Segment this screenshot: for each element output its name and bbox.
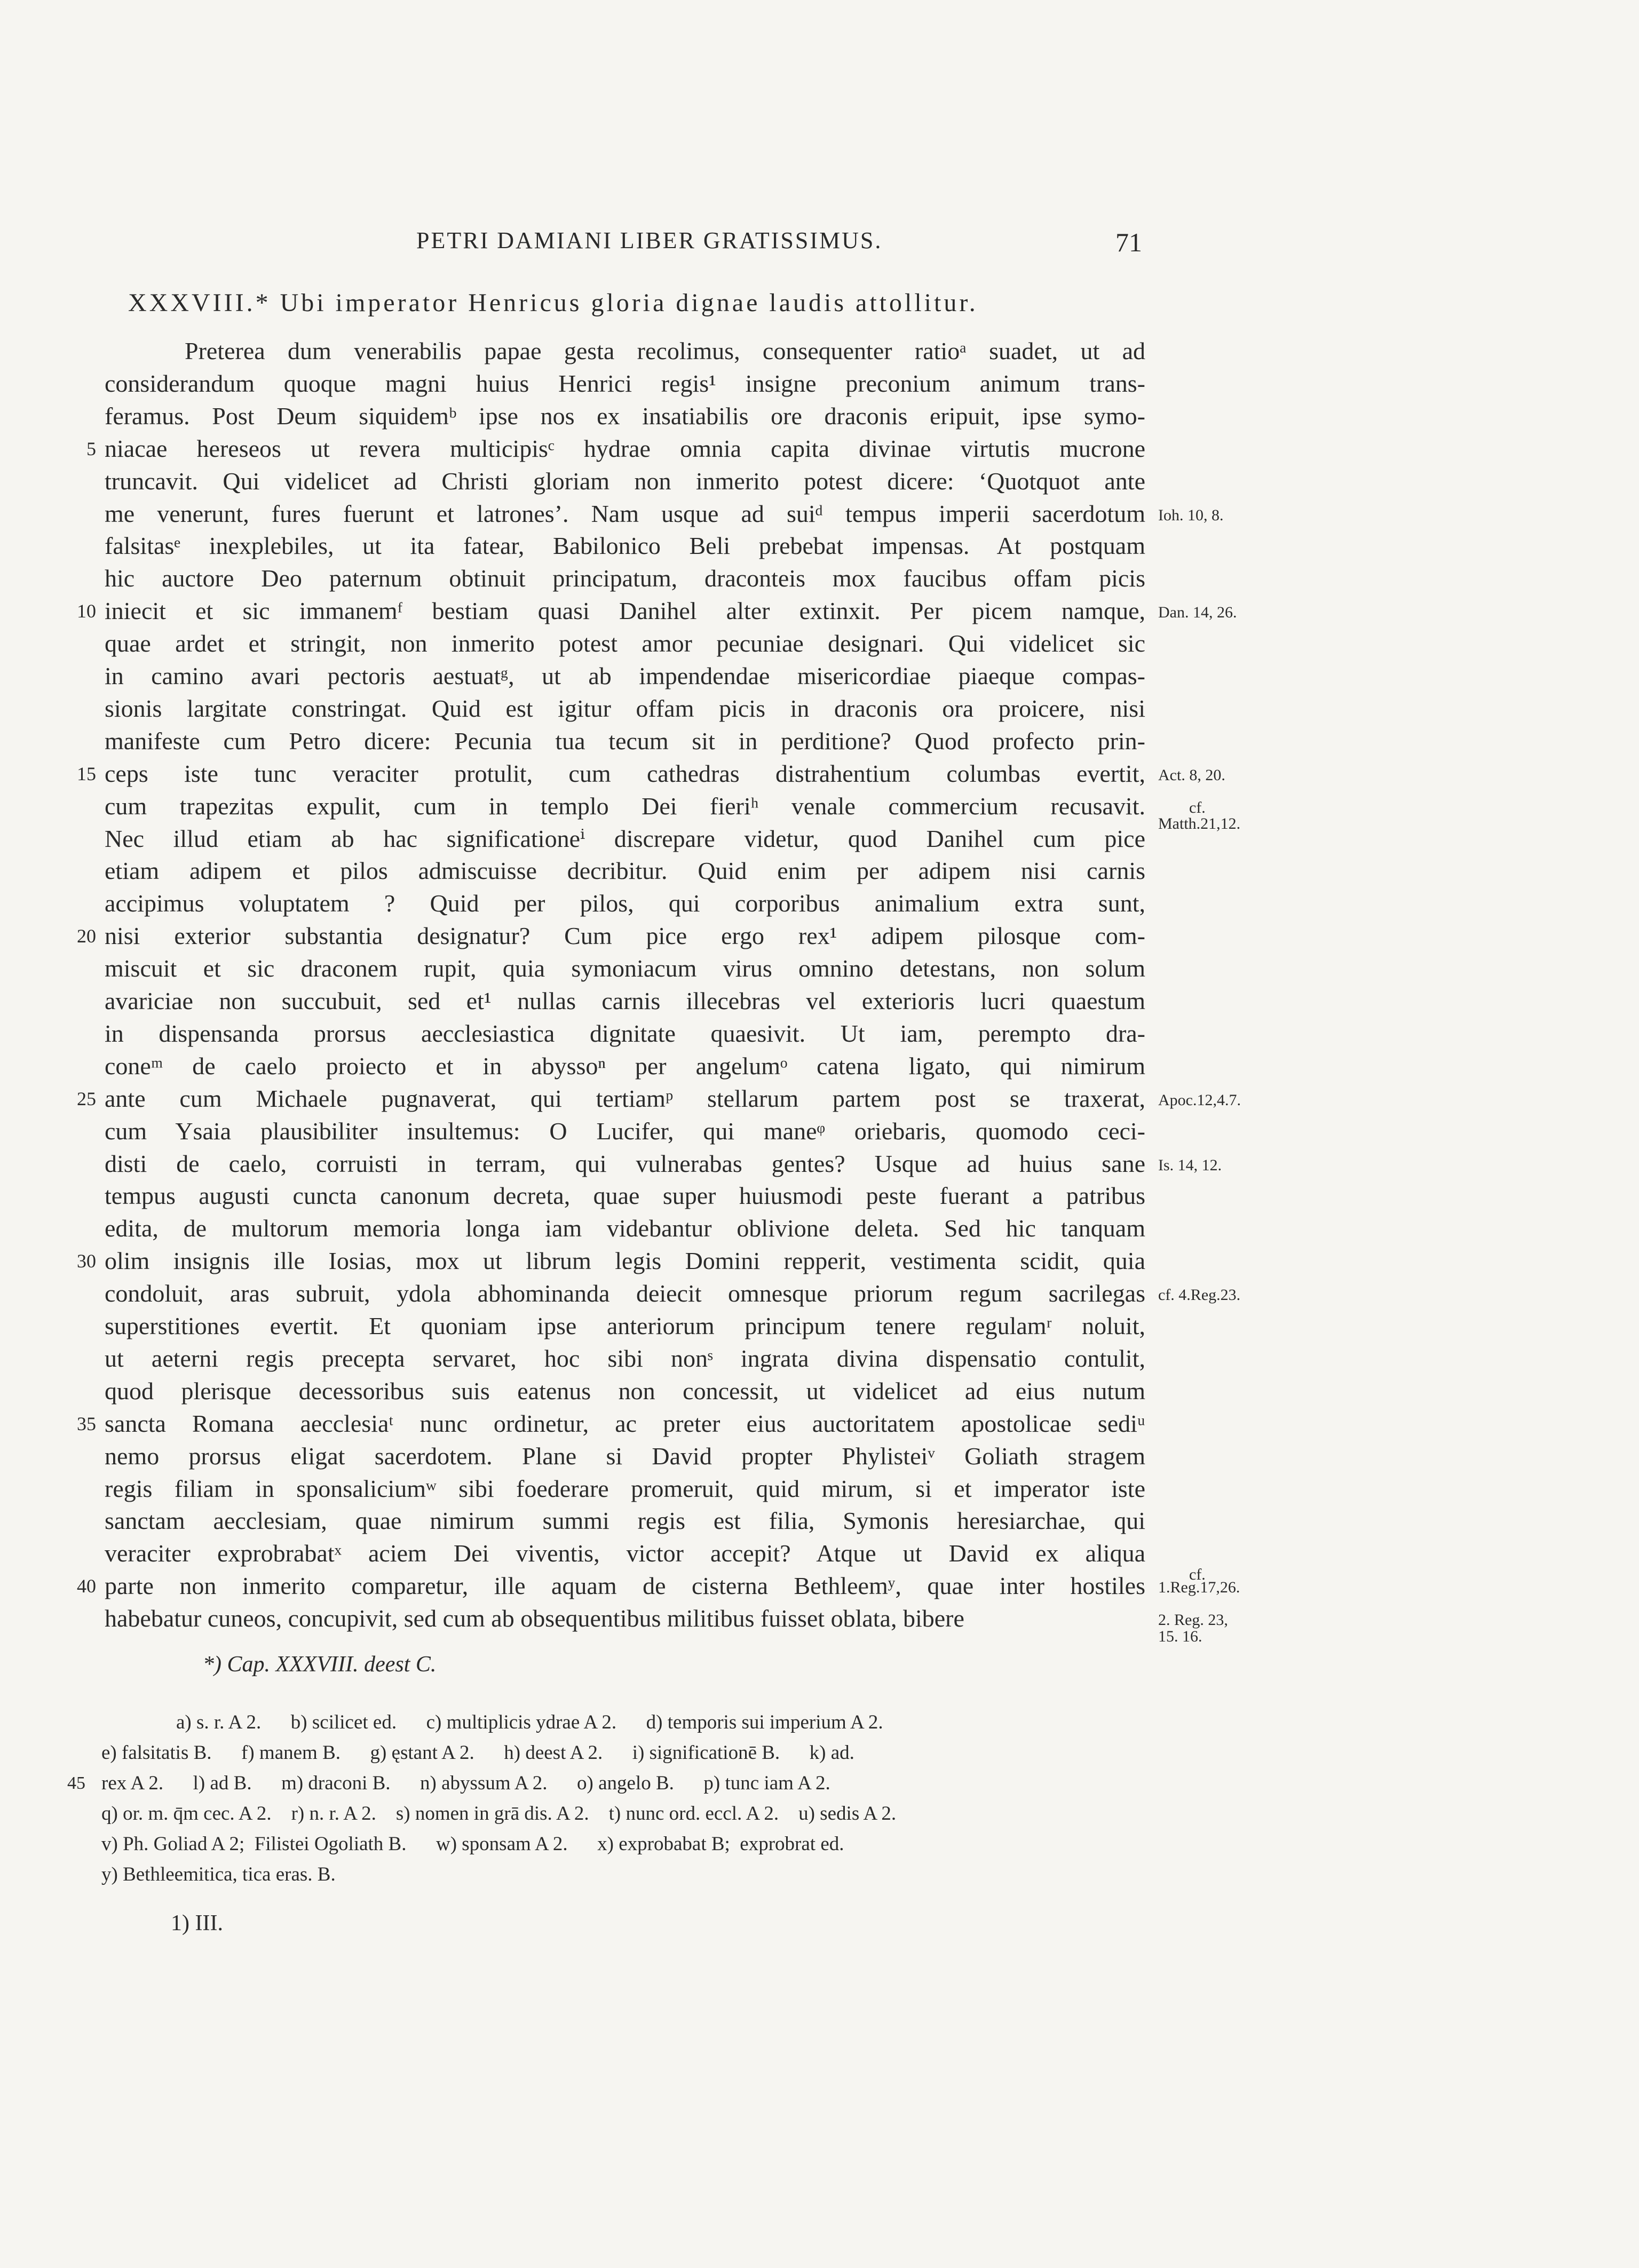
- footer-note: 1) III.: [171, 1911, 223, 1936]
- line-text: quod plerisque decessoribus suis eatenus non concessit, ut videlicet ad eius nutum: [105, 1377, 1145, 1405]
- margin-reference: 15. 16.: [1158, 1627, 1202, 1645]
- text-line: [105, 1537, 1145, 1569]
- chapter-note: *) Cap. XXXVIII. deest C.: [203, 1652, 437, 1677]
- line-text: sionis largitate constringat. Quid est igitur offam picis in draconis ora proicere, nisi: [105, 694, 1145, 722]
- text-line: [105, 1473, 1145, 1505]
- line-text: hic auctore Deo paternum obtinuit principatum, draconteis mox faucibus offam picis: [105, 565, 1145, 592]
- line-text: truncavit. Qui videlicet ad Christi gloriam non inmerito potest dicere: ‘Quotquot ante: [105, 467, 1145, 495]
- line-text: ut aeterni regis precepta servaret, hoc sibi nonˢ ingrata divina dispensatio contulit,: [105, 1344, 1145, 1372]
- line-text: edita, de multorum memoria longa iam videbantur oblivione deleta. Sed hic tanquam: [105, 1215, 1145, 1242]
- margin-reference: Is. 14, 12.: [1158, 1156, 1222, 1174]
- line-text: miscuit et sic draconem rupit, quia symoniacum virus omnino detestans, non solum: [105, 955, 1145, 982]
- text-line: [105, 1603, 1145, 1635]
- margin-reference: 2. Reg. 23,: [1158, 1611, 1228, 1629]
- line-text: Preterea dum venerabilis papae gesta recolimus, consequenter ratioᵃ suadet, ut ad: [185, 337, 1145, 364]
- line-text: superstitiones evertit. Et quoniam ipse anteriorum principum tenere regulamʳ noluit,: [105, 1312, 1145, 1339]
- text-line: [105, 790, 1145, 822]
- line-text: niacae hereseos ut revera multicipisᶜ hydrae omnia capita divinae virtutis mucrone: [105, 434, 1145, 462]
- line-text: parte non inmerito comparetur, ille aquam de cisterna Bethleemʸ, quae inter hostiles: [105, 1572, 1145, 1600]
- text-line: [105, 1310, 1145, 1342]
- line-number: 40: [77, 1575, 96, 1597]
- line-text: nisi exterior substantia designatur? Cum pice ergo rex¹ adipem pilosque com-: [105, 922, 1145, 950]
- line-number: 45: [67, 1773, 85, 1793]
- line-text: Nec illud etiam ab hac significationeⁱ discrepare videtur, quod Danihel cum pice: [105, 824, 1145, 852]
- text-line: [105, 855, 1145, 887]
- line-text: in camino avari pectoris aestuatᵍ, ut ab impendendae misericordiae piaeque compas-: [105, 662, 1145, 689]
- margin-reference: cf. 4.Reg.23.: [1158, 1286, 1241, 1304]
- line-number: 5: [86, 438, 96, 459]
- line-text: regis filiam in sponsaliciumʷ sibi foederare promeruit, quid mirum, si et imperator iste: [105, 1474, 1145, 1502]
- line-number: 25: [77, 1088, 96, 1109]
- text-line: [77, 920, 1145, 952]
- line-text: feramus. Post Deum siquidemᵇ ipse nos ex insatiabilis ore draconis eripuit, ipse symo-: [105, 402, 1145, 430]
- text-line: [105, 1343, 1145, 1375]
- line-text: habebatur cuneos, concupivit, sed cum ab obsequentibus militibus fuisset oblata, bibere: [105, 1605, 964, 1632]
- line-text: considerandum quoque magni huius Henrici regis¹ insigne preconium animum trans-: [105, 369, 1145, 397]
- text-line: [77, 1083, 1145, 1115]
- text-line: [77, 758, 1145, 790]
- text-line: [77, 1408, 1145, 1440]
- text-line: [105, 823, 1145, 855]
- margin-reference: Apoc.12,4.7.: [1158, 1091, 1241, 1109]
- text-line: [105, 985, 1145, 1017]
- line-number: 35: [77, 1413, 96, 1434]
- margin-reference: 1.Reg.17,26.: [1158, 1579, 1240, 1597]
- running-title: PETRI DAMIANI LIBER GRATISSIMUS.: [416, 227, 883, 253]
- line-text: sanctam aecclesiam, quae nimirum summi regis est filia, Symonis heresiarchae, qui: [105, 1507, 1145, 1535]
- line-text: etiam adipem et pilos admiscuisse decribitur. Quid enim per adipem nisi carnis: [105, 857, 1145, 885]
- line-number: 30: [77, 1250, 96, 1272]
- footnote-line: v) Ph. Goliad A 2; Filistei Ogoliath B. w) sponsam A 2. x) exprobabat B; exprobrat ed.: [101, 1833, 844, 1855]
- line-text: manifeste cum Petro dicere: Pecunia tua tecum sit in perditione? Quod profecto prin-: [105, 727, 1145, 755]
- footnote-line: e) falsitatis B. f) manem B. g) ęstant A 2. h) deest A 2. i) significationē B. k) ad.: [101, 1742, 854, 1764]
- text-line: [105, 530, 1145, 562]
- line-text: falsitasᵉ inexplebiles, ut ita fatear, Babilonico Beli prebebat impensas. At postquam: [105, 532, 1145, 560]
- line-text: condoluit, aras subruit, ydola abhominanda deiecit omnesque priorum regum sacrilegas: [105, 1280, 1145, 1307]
- text-line: [105, 1180, 1145, 1212]
- text-line: [105, 1212, 1145, 1244]
- footnote-line: a) s. r. A 2. b) scilicet ed. c) multiplicis ydrae A 2. d) temporis sui imperium A 2.: [176, 1711, 883, 1733]
- text-line: [77, 595, 1145, 627]
- footnote-line: rex A 2. l) ad B. m) draconi B. n) abyssum A 2. o) angelo B. p) tunc iam A 2.: [101, 1772, 830, 1794]
- text-line: [105, 465, 1145, 497]
- text-line: [77, 1570, 1145, 1602]
- text-line: [105, 335, 1145, 367]
- margin-reference: Matth.21,12.: [1158, 815, 1241, 833]
- line-text: cum trapezitas expulit, cum in templo Dei fieriʰ venale commercium recusavit.: [105, 792, 1145, 820]
- text-line: [105, 400, 1145, 432]
- line-text: disti de caelo, corruisti in terram, qui vulnerabas gentes? Usque ad huius sane: [105, 1149, 1145, 1177]
- margin-reference: Dan. 14, 26.: [1158, 604, 1237, 622]
- line-text: ante cum Michaele pugnaverat, qui tertiamᵖ stellarum partem post se traxerat,: [105, 1084, 1145, 1112]
- line-text: veraciter exprobrabatˣ aciem Dei viventis, victor accepit? Atque ut David ex aliqua: [105, 1540, 1145, 1567]
- text-line: [105, 1375, 1145, 1407]
- margin-reference: cf.: [1189, 798, 1206, 816]
- text-line: [105, 368, 1145, 400]
- footnote-line: q) or. m. q̄m cec. A 2. r) n. r. A 2. s) nomen in grā dis. A 2. t) nunc ord. eccl. A 2. u) sedis A 2.: [101, 1803, 897, 1825]
- line-text: me venerunt, fures fuerunt et latrones’. Nam usque ad suiᵈ tempus imperii sacerdotum: [105, 499, 1145, 527]
- text-line: [105, 1115, 1145, 1147]
- line-text: ceps iste tunc veraciter protulit, cum cathedras distrahentium columbas evertit,: [105, 759, 1145, 787]
- text-line: [105, 1148, 1145, 1180]
- footnote-line: y) Bethleemitica, tica eras. B.: [101, 1863, 336, 1885]
- margin-reference: cf.: [1189, 1565, 1206, 1583]
- text-line: [105, 887, 1145, 919]
- line-text: nemo prorsus eligat sacerdotem. Plane si David propter Phylisteiᵛ Goliath stragem: [105, 1442, 1145, 1470]
- line-text: iniecit et sic immanemᶠ bestiam quasi Danihel alter extinxit. Per picem namque,: [105, 597, 1145, 625]
- text-line: [105, 1018, 1145, 1050]
- text-line: [105, 725, 1145, 757]
- text-line: [105, 693, 1145, 725]
- line-number: 15: [77, 763, 96, 784]
- text-line: [105, 660, 1145, 692]
- line-text: in dispensanda prorsus aecclesiastica dignitate quaesivit. Ut iam, perempto dra-: [105, 1019, 1145, 1047]
- page-number: 71: [1115, 227, 1142, 257]
- line-text: quae ardet et stringit, non inmerito potest amor pecuniae designari. Qui videlicet sic: [105, 630, 1145, 657]
- chapter-heading: XXXVIII.* Ubi imperator Henricus gloria dignae laudis attollitur.: [128, 289, 978, 317]
- line-number: 10: [77, 600, 96, 622]
- margin-reference: Act. 8, 20.: [1158, 766, 1225, 784]
- text-line: [86, 433, 1145, 465]
- text-line: [105, 953, 1145, 985]
- line-text: accipimus voluptatem ? Quid per pilos, qui corporibus animalium extra sunt,: [105, 890, 1145, 917]
- line-text: sancta Romana aecclesiaᵗ nunc ordinetur, ac preter eius auctoritatem apostolicae sediᵘ: [105, 1409, 1145, 1437]
- text-line: [105, 498, 1145, 530]
- text-line: [105, 1278, 1145, 1310]
- line-text: avariciae non succubuit, sed et¹ nullas carnis illecebras vel exterioris lucri quaestum: [105, 987, 1145, 1014]
- text-line: [105, 1050, 1145, 1082]
- line-text: tempus augusti cuncta canonum decreta, quae super huiusmodi peste fuerant a patribus: [105, 1182, 1145, 1210]
- margin-reference: Ioh. 10, 8.: [1158, 506, 1224, 524]
- line-number: 20: [77, 925, 96, 947]
- line-text: olim insignis ille Iosias, mox ut librum legis Domini repperit, vestimenta scidit, quia: [105, 1247, 1145, 1275]
- line-text: cum Ysaia plausibiliter insultemus: O Lucifer, qui maneᵠ oriebaris, quomodo ceci-: [105, 1117, 1145, 1145]
- text-line: [105, 1440, 1145, 1472]
- line-text: coneᵐ de caelo proiecto et in abyssoⁿ per angelumᵒ catena ligato, qui nimirum: [105, 1052, 1145, 1080]
- text-line: [105, 628, 1145, 660]
- text-line: [105, 562, 1145, 594]
- text-line: [105, 1505, 1145, 1537]
- text-line: [77, 1245, 1145, 1277]
